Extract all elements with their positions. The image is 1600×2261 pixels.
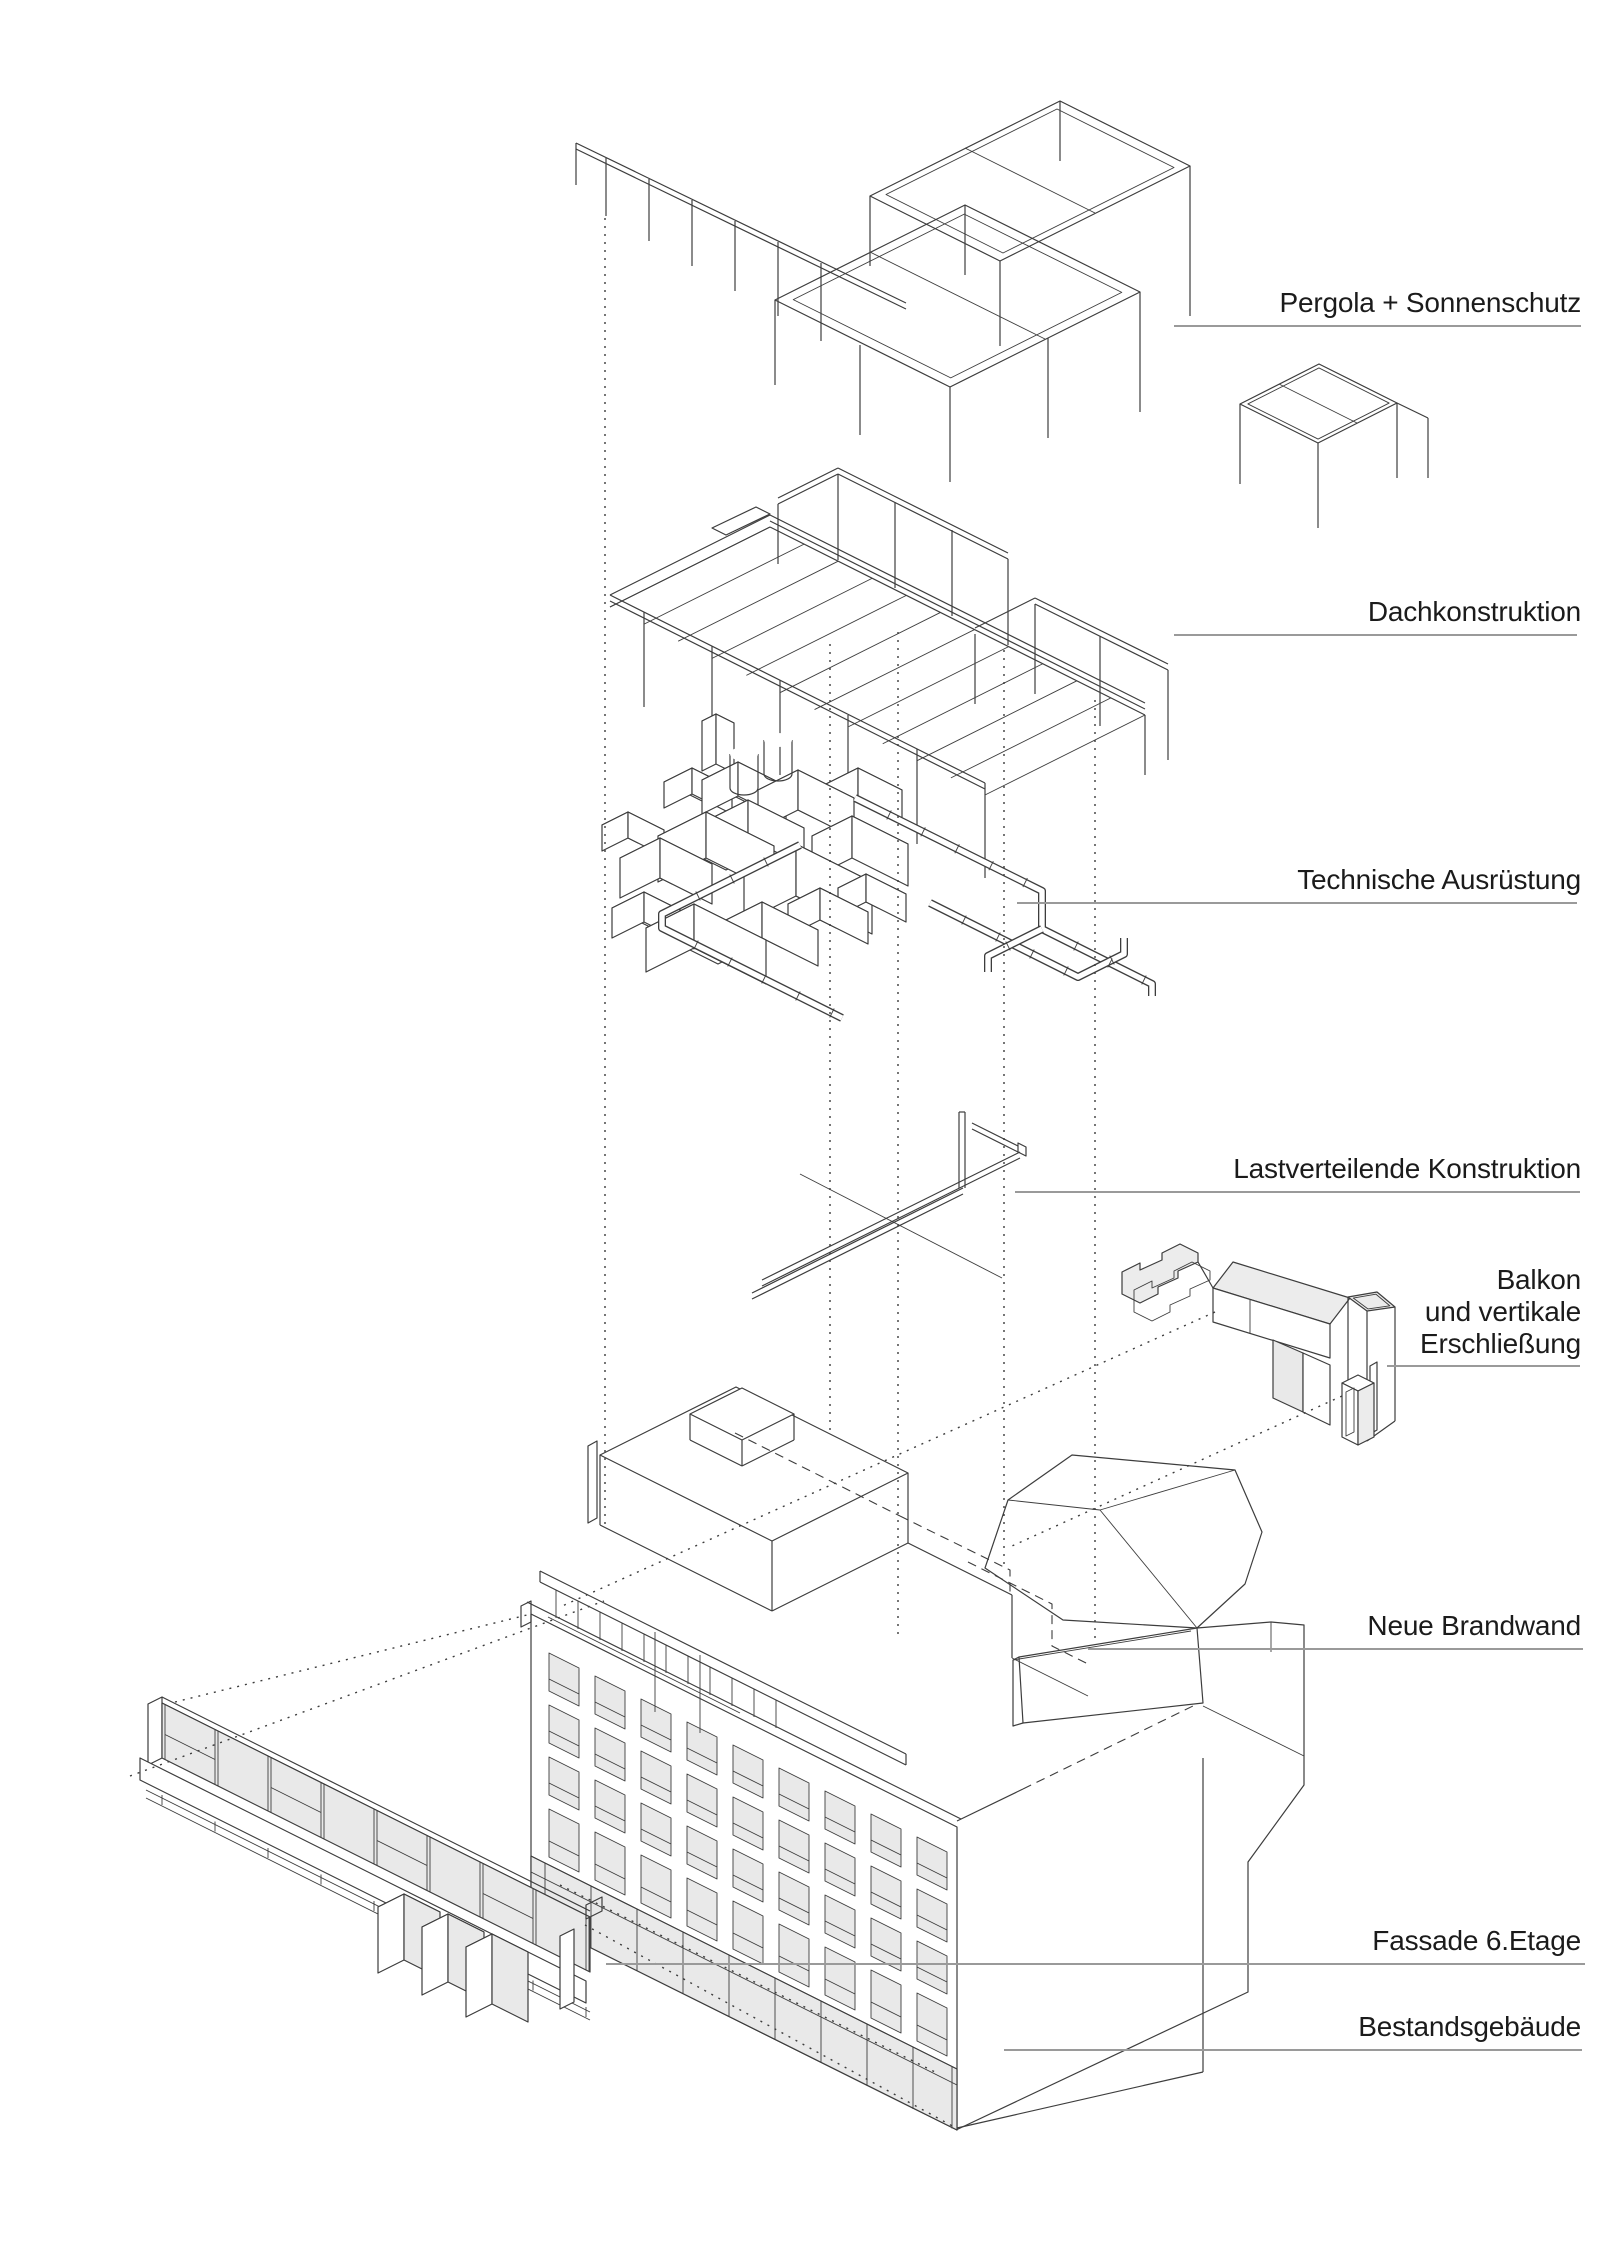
label-balkon-erschliessung [1420,1264,1581,1360]
label-fassade-6-etage: Fassade 6.Etage [1372,1925,1581,1956]
label-lastverteilende-konstruktion: Lastverteilende Konstruktion [1233,1153,1581,1184]
label-balkon-line1: Balkon [1496,1264,1581,1295]
existing-building-drawing [956,1455,1304,2130]
label-neue-brandwand: Neue Brandwand [1367,1610,1581,1641]
reference-point-marker [894,1644,903,1653]
label-pergola: Pergola + Sonnenschutz [1279,287,1581,318]
label-technische-ausruestung: Technische Ausrüstung [1297,864,1581,895]
main-building-drawing [521,1387,1088,2130]
label-balkon-line2: und vertikale [1424,1296,1581,1327]
technical-equipment-drawing [602,714,1152,1018]
balcony-circulation-drawing [1122,1244,1395,1445]
load-distributing-structure-drawing [752,1112,1026,1299]
label-bestandsgebaeude: Bestandsgebäude [1358,2011,1581,2042]
label-dachkonstruktion: Dachkonstruktion [1367,596,1581,627]
label-balkon-line3: Erschließung [1419,1328,1581,1359]
